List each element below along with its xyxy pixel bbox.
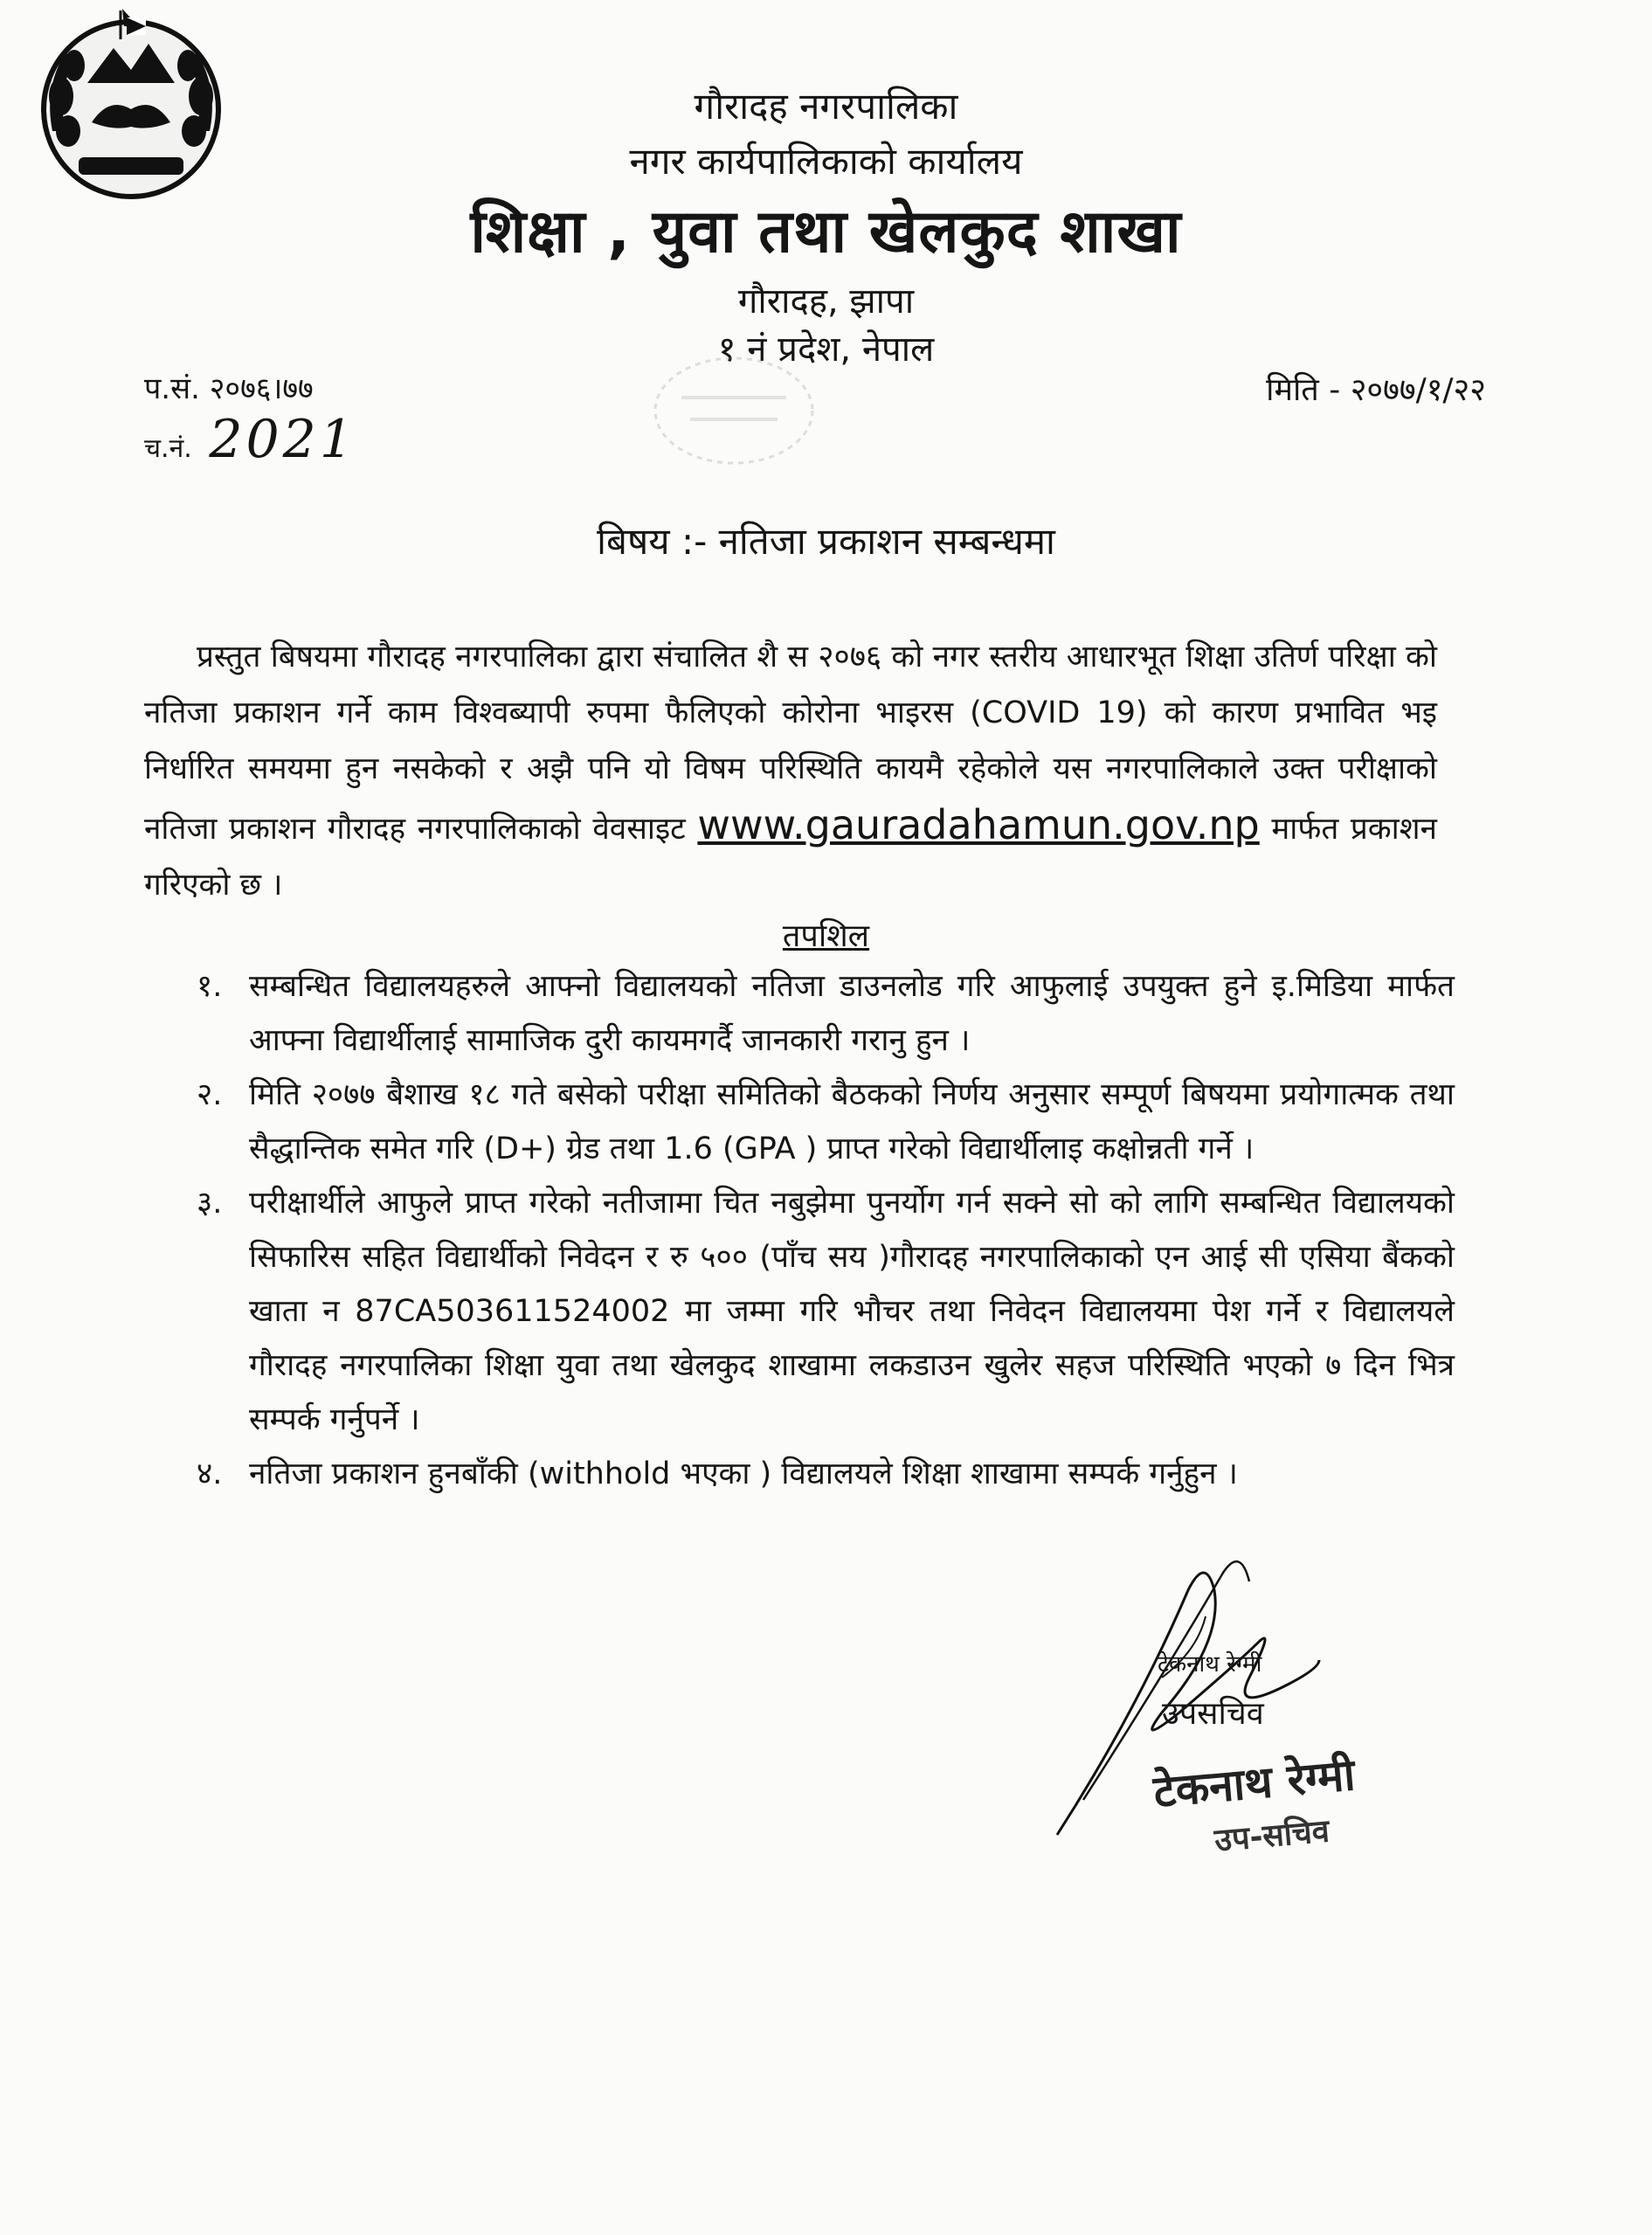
dispatch-number-row bbox=[144, 409, 356, 470]
list-item-number: २. bbox=[197, 1077, 223, 1112]
body-text: प्रस्तुत बिषयमा गौरादह नगरपालिका द्वारा संचालित शै स २०७६ को नगर स्तरीय आधारभूत शिक्षा उतिर्ण परिक्षा को नतिजा प्रकाशन गर्ने काम विश्वब्यापी रुपमा फैलिएको कोरोना भाइरस (COVID 19) को कारण प्रभावित भइ निर्धारित समयमा हुन नसकेको र अझै पनि यो विषम परिस्थिति कायमै रहेकोले यस नगरपालिकाले उक्त परीक्षाको नतिजा प्रकाशन गौरादह नगरपालिकाको वेवसाइट bbox=[144, 640, 1437, 847]
list-item-text: मिति २०७७ बैशाख १८ गते बसेको परीक्षा समितिको बैठकको निर्णय अनुसार सम्पूर्ण बिषयमा प्रयोगात्मक तथा सैद्धान्तिक समेत गरि (D+) ग्रेड तथा 1.6 (GPA ) प्राप्त गरेको विद्यार्थीलाइ कक्षोन्नती गर्ने । bbox=[249, 1077, 1455, 1166]
website-link[interactable]: www.gauradahamun.gov.np bbox=[697, 801, 1260, 848]
address-line-1: गौरादह, झापा bbox=[737, 281, 915, 322]
dispatch-number: 2021 bbox=[209, 409, 357, 470]
list-item-text: नतिजा प्रकाशन हुनबाँकी (withhold भएका ) विद्यालयले शिक्षा शाखामा सम्पर्क गर्नुहुन । bbox=[249, 1457, 1238, 1491]
body-text-end: मार्फत प्रकाशन गरिएको छ । bbox=[144, 812, 1437, 903]
dispatch-label: च.नं. bbox=[144, 433, 192, 464]
list-item-number: ४. bbox=[197, 1457, 223, 1491]
municipality-name: गौरादह नगरपालिका bbox=[694, 85, 958, 128]
list-item bbox=[197, 1068, 1455, 1176]
faint-stamp-icon bbox=[646, 349, 821, 472]
office-name: नगर कार्यपालिकाको कार्यालय bbox=[629, 140, 1023, 183]
list-item bbox=[197, 1447, 1455, 1501]
list-item-text: परीक्षार्थीले आफुले प्राप्त गरेको नतीजामा चित नबुझेमा पुनर्योग गर्न सक्ने सो को लागि सम्बन्धित विद्यालयको सिफारिस सहित विद्यार्थीको निवेदन र रु ५०० (पाँच सय )गौरादह नगरपालिकाको एन आई सी एसिया बैंकको खाता न 87CA503611524002 मा जम्मा गरि भौचर तथा निवेदन विद्यालयमा पेश गर्ने र विद्यालयले गौरादह नगरपालिका शिक्षा युवा तथा खेलकुद शाखामा लकडाउन खुलेर सहज परिस्थिति भएको ७ दिन भित्र सम्पर्क गर्नुपर्ने । bbox=[249, 1186, 1455, 1437]
details-heading: तपशिल bbox=[782, 918, 870, 954]
address-line-2: १ नं प्रदेश, नेपाल bbox=[717, 329, 935, 370]
branch-name: शिक्षा , युवा तथा खेलकुद शाखा bbox=[470, 197, 1182, 266]
list-item-number: १. bbox=[197, 969, 223, 1004]
letter-date: मिति - २०७७/१/२२ bbox=[1266, 372, 1486, 408]
stamp-title: उप-सचिव bbox=[1213, 1813, 1331, 1859]
subject-line: बिषय :- नतिजा प्रकाशन सम्बन्धमा bbox=[597, 520, 1055, 563]
details-list bbox=[197, 959, 1455, 1501]
list-item bbox=[197, 959, 1455, 1068]
list-item-text: सम्बन्धित विद्यालयहरुले आफ्नो विद्यालयको नतिजा डाउनलोड गरि आफुलाई उपयुक्त हुने इ.मिडिया मार्फत आफ्ना विद्यार्थीलाई सामाजिक दुरी कायमगर्दै जानकारी गरानु हुन । bbox=[249, 969, 1455, 1058]
reference-number: प.सं. २०७६।७७ bbox=[144, 371, 314, 406]
signatory-name: टेकनाथ रेग्मी bbox=[1158, 1651, 1262, 1678]
stamp-name: टेकनाथ रेग्मी bbox=[1151, 1749, 1358, 1817]
signatory-title: उपसचिव bbox=[1162, 1696, 1264, 1732]
body-paragraph bbox=[144, 629, 1437, 913]
list-item-number: ३. bbox=[197, 1186, 223, 1221]
list-item bbox=[197, 1176, 1455, 1447]
